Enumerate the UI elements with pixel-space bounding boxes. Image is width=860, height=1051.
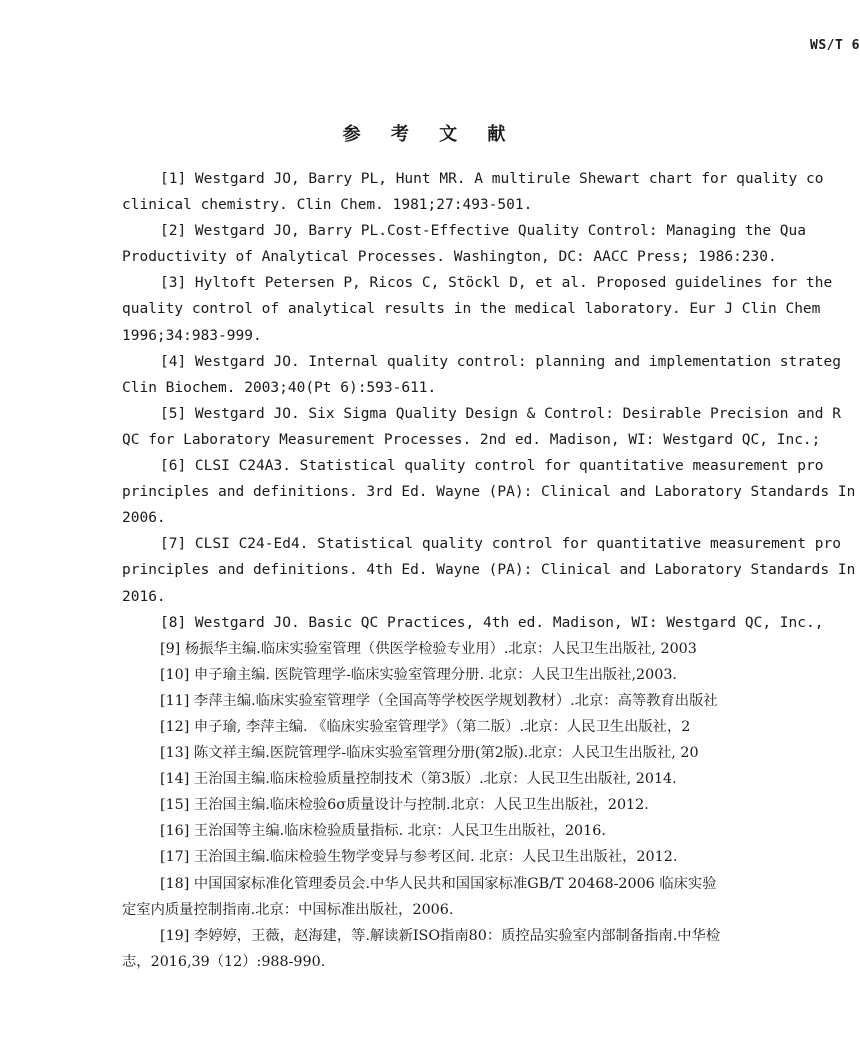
reference-line-continuation: principles and definitions. 4th Ed. Wayne (PA): Clinical and Laboratory Standards In	[122, 562, 856, 579]
reference-line-continuation: 2006.	[122, 510, 166, 527]
reference-line-first: [16] 王治国等主编.临床检验质量指标. 北京：人民卫生出版社，2016.	[160, 823, 606, 840]
reference-entry	[122, 453, 860, 531]
reference-entry	[122, 270, 860, 348]
reference-line-continuation: Clin Biochem. 2003;40(Pt 6):593-611.	[122, 379, 437, 396]
reference-line-continuation: clinical chemistry. Clin Chem. 1981;27:493-501.	[122, 197, 533, 214]
reference-line-first: [3] Hyltoft Petersen P, Ricos C, Stöckl D, et al. Proposed guidelines for the	[160, 275, 833, 292]
reference-entry	[122, 766, 860, 792]
reference-entry	[122, 740, 860, 766]
reference-entry	[122, 349, 860, 401]
reference-line-continuation: 2016.	[122, 588, 166, 605]
reference-line-first: [4] Westgard JO. Internal quality control: planning and implementation strateg	[160, 353, 841, 370]
reference-entry	[122, 844, 860, 870]
reference-line-continuation: principles and definitions. 3rd Ed. Wayne (PA): Clinical and Laboratory Standards In	[122, 484, 856, 501]
reference-line-first: [7] CLSI C24-Ed4. Statistical quality control for quantitative measurement pro	[160, 536, 841, 553]
reference-entry	[122, 218, 860, 270]
reference-entry	[122, 688, 860, 714]
reference-line-first: [18] 中国国家标准化管理委员会.中华人民共和国国家标准GB/T 20468-2006 临床实验	[160, 875, 717, 892]
reference-line-first: [17] 王治国主编.临床检验生物学变异与参考区间. 北京：人民卫生出版社，2012.	[160, 849, 678, 866]
reference-line-continuation: 1996;34:983-999.	[122, 327, 262, 344]
reference-line-continuation: 志，2016,39（12）:988-990.	[122, 953, 326, 970]
reference-line-first: [1] Westgard JO, Barry PL, Hunt MR. A multirule Shewart chart for quality co	[160, 171, 824, 187]
reference-entry	[122, 871, 860, 923]
reference-line-first: [15] 王治国主编.临床检验6σ质量设计与控制.北京：人民卫生出版社，2012.	[160, 797, 649, 814]
reference-entry	[122, 662, 860, 688]
reference-line-first: [2] Westgard JO, Barry PL.Cost-Effective Quality Control: Managing the Qua	[160, 223, 807, 240]
reference-list	[122, 166, 860, 975]
reference-line-first: [13] 陈文祥主编.医院管理学-临床实验室管理分册(第2版).北京：人民卫生出版社, 20	[160, 745, 699, 762]
reference-line-first: [10] 申子瑜主编. 医院管理学-临床实验室管理分册. 北京：人民卫生出版社,2003.	[160, 666, 677, 683]
reference-entry	[122, 610, 860, 636]
page-title: 参 考 文 献	[342, 124, 518, 145]
reference-entry	[122, 792, 860, 818]
reference-entry	[122, 401, 860, 453]
reference-line-continuation: QC for Laboratory Measurement Processes. 2nd ed. Madison, WI: Westgard QC, Inc.;	[122, 431, 821, 448]
page-header-code: WS/T 6	[810, 38, 860, 53]
reference-line-first: [9] 杨振华主编.临床实验室管理（供医学检验专业用）.北京：人民卫生出版社, 2003	[160, 640, 697, 657]
reference-line-first: [14] 王治国主编.临床检验质量控制技术（第3版）.北京：人民卫生出版社, 2014.	[160, 771, 677, 788]
reference-line-first: [12] 申子瑜, 李萍主编. 《临床实验室管理学》（第二版）.北京：人民卫生出版社，2	[160, 718, 691, 735]
reference-entry	[122, 166, 860, 218]
reference-entry	[122, 714, 860, 740]
reference-entry	[122, 531, 860, 609]
reference-line-continuation: 定室内质量控制指南.北京：中国标准出版社，2006.	[122, 901, 454, 918]
reference-line-continuation: Productivity of Analytical Processes. Washington, DC: AACC Press; 1986:230.	[122, 249, 777, 266]
reference-line-continuation: quality control of analytical results in the medical laboratory. Eur J Clin Chem	[122, 301, 821, 318]
reference-line-first: [19] 李婷婷，王薇，赵海建，等.解读新ISO指南80：质控品实验室内部制备指南.中华检	[160, 927, 721, 944]
reference-entry	[122, 923, 860, 975]
reference-entry	[122, 818, 860, 844]
reference-line-first: [5] Westgard JO. Six Sigma Quality Design & Control: Desirable Precision and R	[160, 405, 841, 422]
reference-line-first: [11] 李萍主编.临床实验室管理学（全国高等学校医学规划教材）.北京：高等教育出版社	[160, 692, 718, 709]
reference-line-first: [8] Westgard JO. Basic QC Practices, 4th ed. Madison, WI: Westgard QC, Inc.,	[160, 614, 824, 631]
reference-line-first: [6] CLSI C24A3. Statistical quality control for quantitative measurement pro	[160, 458, 824, 475]
reference-entry	[122, 636, 860, 662]
